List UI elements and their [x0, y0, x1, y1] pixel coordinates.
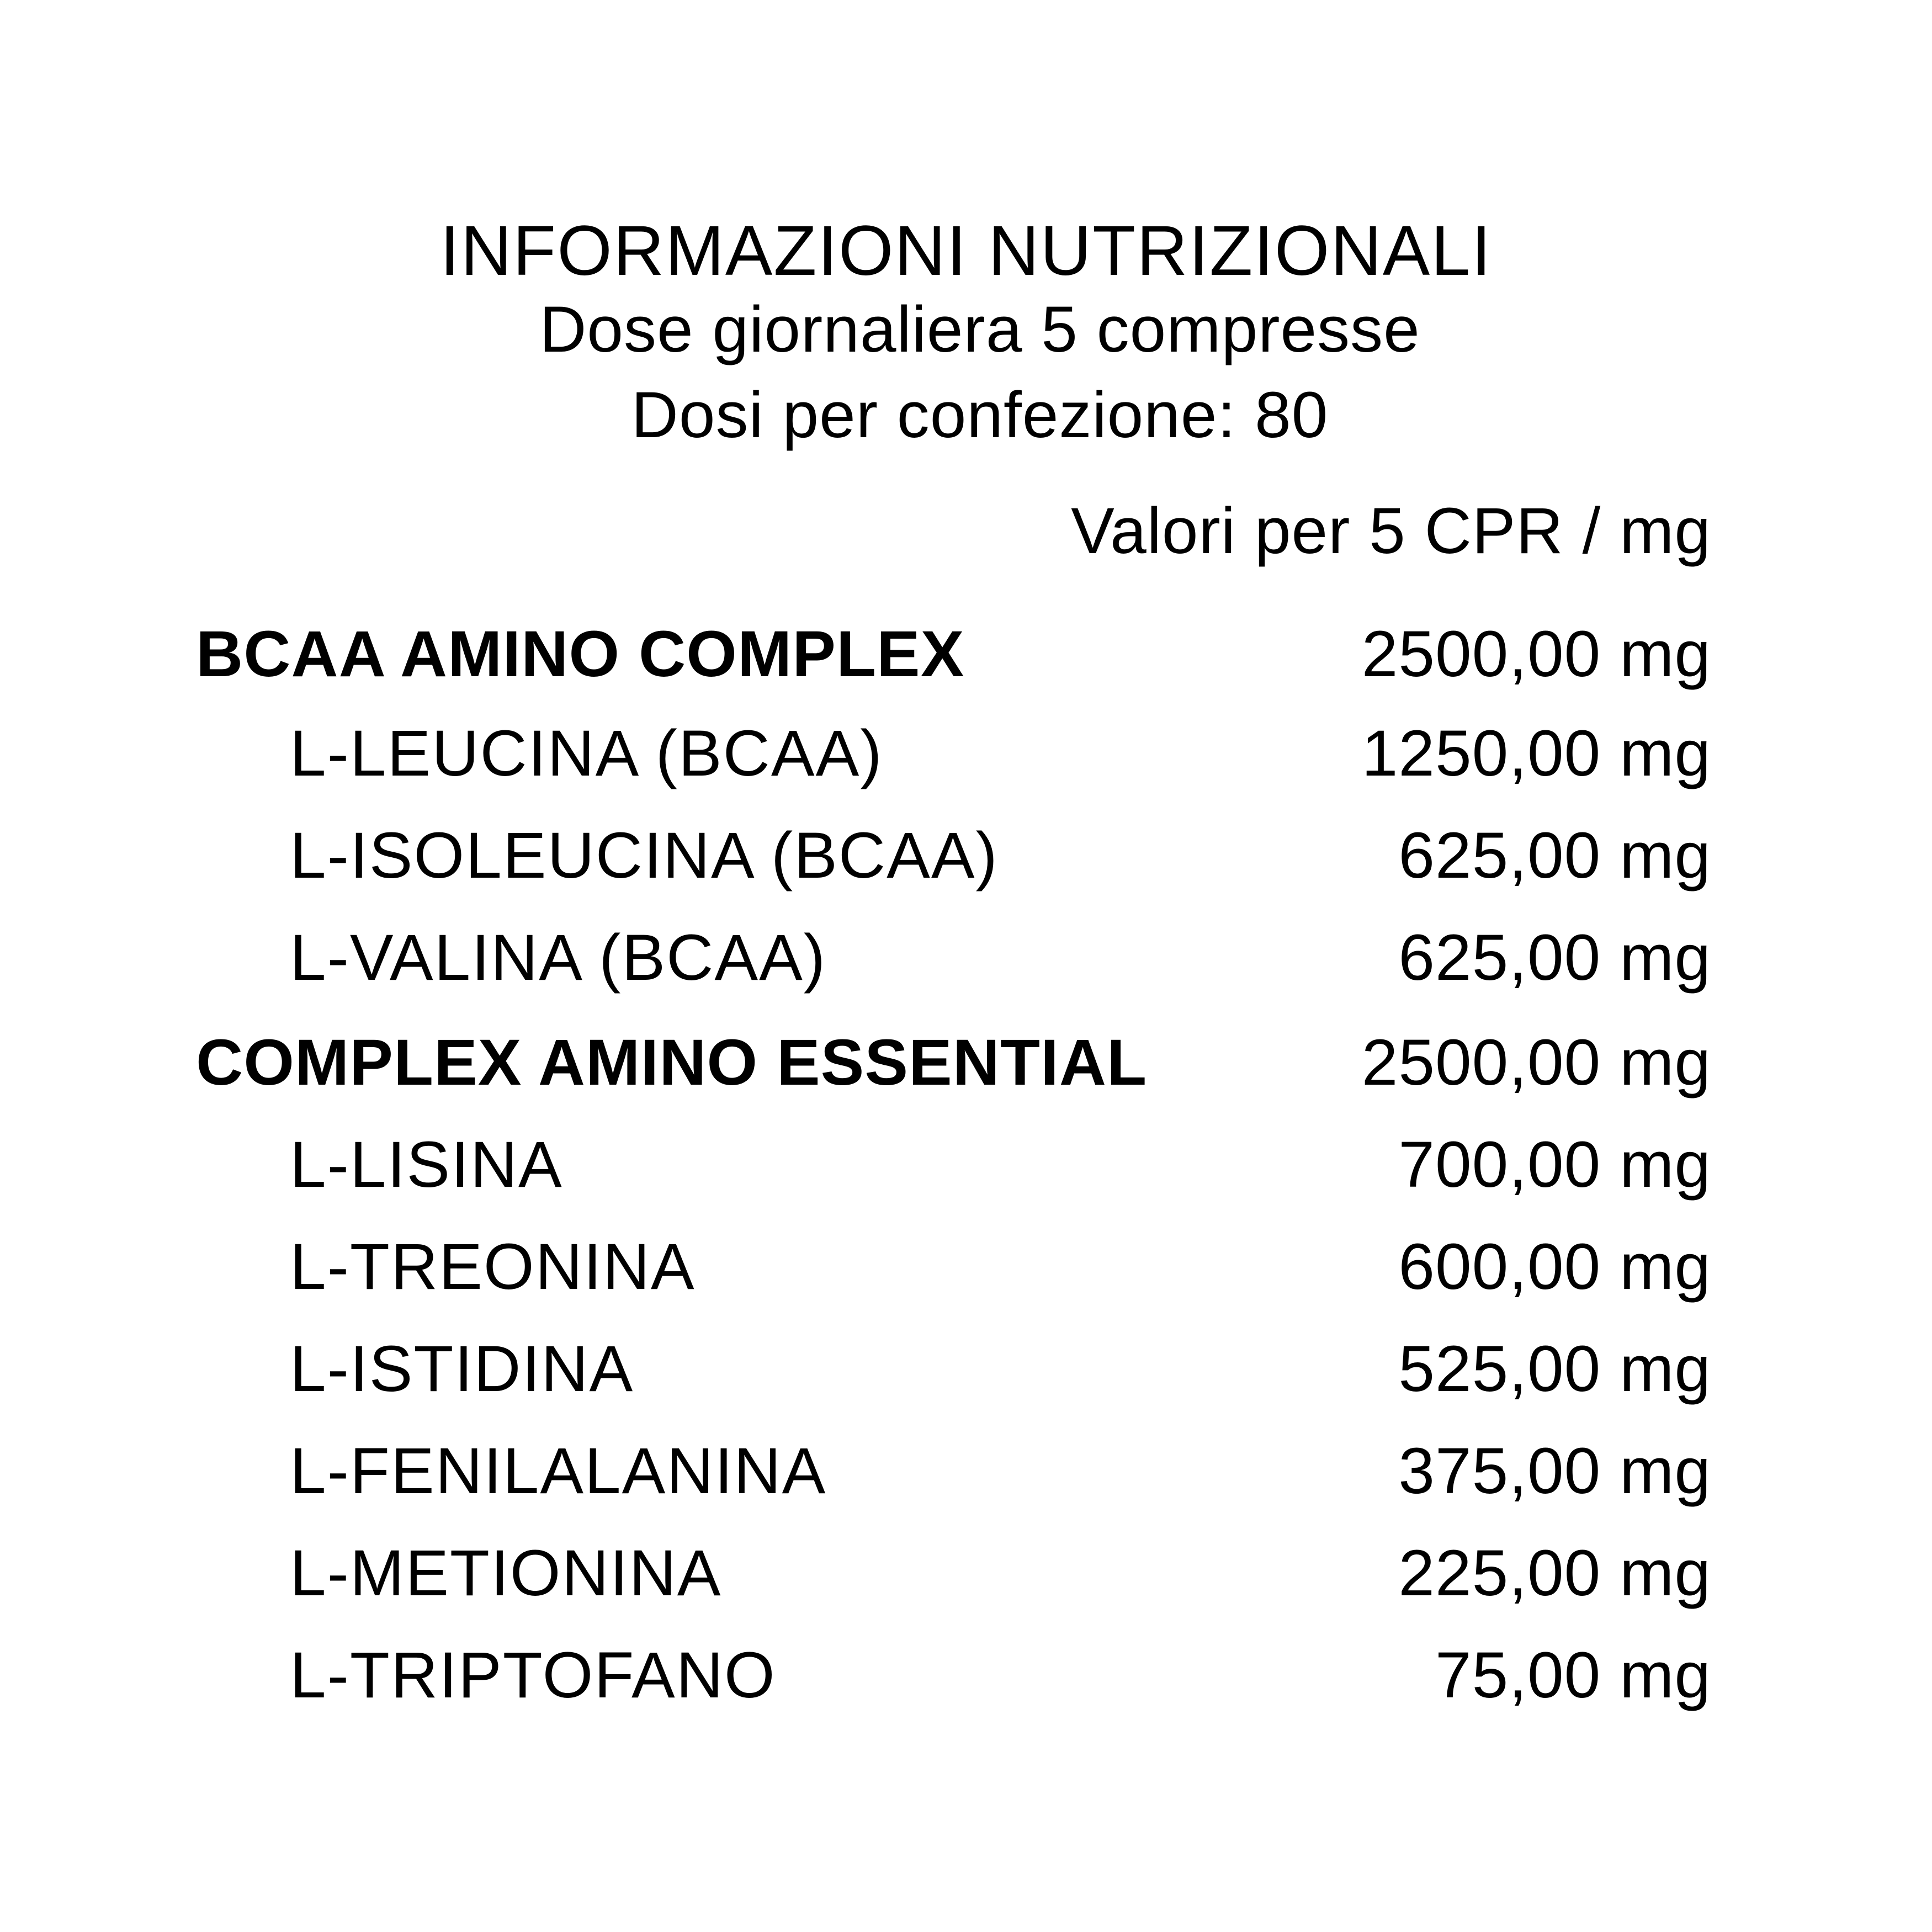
- ingredient-name: L-ISTIDINA: [290, 1333, 634, 1405]
- ingredient-name: COMPLEX AMINO ESSENTIAL: [196, 1026, 1148, 1099]
- ingredient-name: L-LISINA: [290, 1128, 563, 1201]
- values-column-header: Valori per 5 CPR / mg: [1071, 495, 1711, 567]
- ingredient-name: BCAA AMINO COMPLEX: [196, 618, 965, 691]
- doses-per-pack-text: Dosi per confezione: 80: [631, 379, 1329, 452]
- table-row: [0, 1225, 1932, 1308]
- table-row-group: [0, 613, 1932, 696]
- ingredient-amount: 1250,00 mg: [1361, 717, 1711, 790]
- ingredient-name: L-FENILALANINA: [290, 1435, 827, 1508]
- ingredient-amount: 625,00 mg: [1398, 921, 1711, 994]
- ingredient-amount: 625,00 mg: [1398, 819, 1711, 892]
- ingredient-amount: 600,00 mg: [1398, 1230, 1711, 1303]
- daily-dose-text: Dose giornaliera 5 compresse: [539, 293, 1420, 366]
- table-row: [0, 1328, 1932, 1410]
- table-row: [0, 1532, 1932, 1615]
- ingredient-amount: 2500,00 mg: [1361, 618, 1711, 691]
- nutrition-title: INFORMAZIONI NUTRIZIONALI: [440, 211, 1492, 290]
- ingredient-amount: 2500,00 mg: [1361, 1026, 1711, 1099]
- table-row: [0, 712, 1932, 795]
- ingredient-amount: 700,00 mg: [1398, 1128, 1711, 1201]
- table-row-group: [0, 1021, 1932, 1104]
- ingredient-name: L-LEUCINA (BCAA): [290, 717, 883, 790]
- ingredient-amount: 75,00 mg: [1435, 1639, 1711, 1712]
- ingredient-name: L-VALINA (BCAA): [290, 921, 827, 994]
- table-row: [0, 916, 1932, 999]
- ingredient-amount: 375,00 mg: [1398, 1435, 1711, 1508]
- ingredient-name: L-TRIPTOFANO: [290, 1639, 776, 1712]
- ingredient-name: L-TREONINA: [290, 1230, 696, 1303]
- ingredient-amount: 525,00 mg: [1398, 1333, 1711, 1405]
- table-row: [0, 1123, 1932, 1206]
- ingredient-name: L-ISOLEUCINA (BCAA): [290, 819, 999, 892]
- table-row: [0, 1430, 1932, 1512]
- ingredient-name: L-METIONINA: [290, 1537, 722, 1610]
- table-row: [0, 814, 1932, 897]
- table-row: [0, 1634, 1932, 1717]
- ingredient-amount: 225,00 mg: [1398, 1537, 1711, 1610]
